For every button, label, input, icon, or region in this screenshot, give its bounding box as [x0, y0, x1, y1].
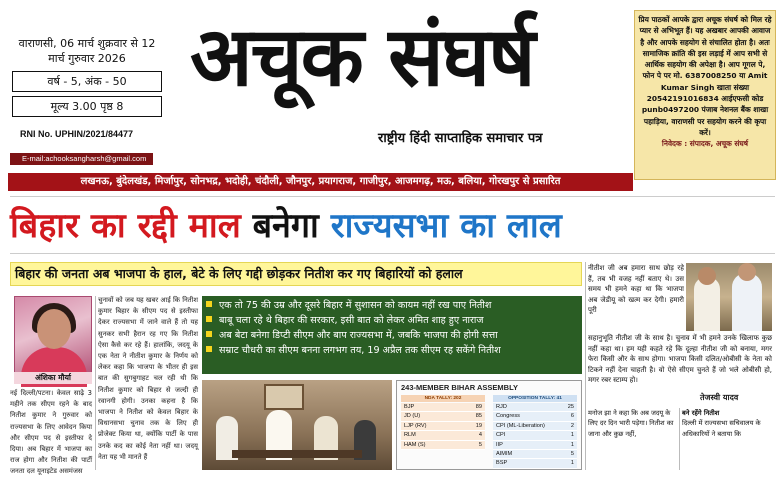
person-head	[698, 267, 716, 285]
highlight-item	[206, 313, 578, 328]
opposition-tally-label: OPPOSITION TALLY: 41	[493, 395, 577, 402]
nda-tally-list	[401, 403, 485, 450]
highlight-item	[206, 328, 578, 343]
tally-row	[401, 431, 485, 440]
highlight-item	[206, 298, 578, 313]
party-name: HAM (S)	[404, 441, 426, 448]
highlight-item	[206, 343, 578, 358]
table-shape	[232, 450, 362, 458]
tally-row	[493, 431, 577, 440]
party-seats: 2	[570, 422, 574, 429]
quote-text-body: सहानुभूति नीतीश जी के साथ है। चुनाव में भी हमने उनके खिलाफ कुछ नहीं कहा था। हम यही कहते रहे कि दूल्हा नीतीश जी को बनाया, मगर फेरा किसी और के साथ होगा। भाजपा किसी दलित/ओबीसी के नेता को टिकने नहीं देना चाहती है। वो ऐसे सीएम चुनते हैं जो भले ओबीसी हो, मगर रबर स्टाम्प हो।	[588, 334, 772, 385]
main-headline	[10, 196, 775, 254]
article-column-1: नई दिल्ली/पटना। केवल साढ़े 3 महीने तक सीएम रहने के बाद नितीश कुमार ने गुरुवार को राज्यसभा के लिए आवेदन किया और सीएम पद से इस्तीफा दे दिया। अब बिहार में भाजपा का राज होगा और नितीश की पार्टी जनता दल यूनाइटेड असमंजस	[10, 389, 92, 476]
tally-row	[401, 403, 485, 412]
highlight-text: सम्राट चौधरी का सीएम बनना लगभग तय, 19 अप्रैल तक सीएम रह सकेंगे नितीश	[219, 345, 501, 356]
headline-part-blue: राज्यसभा का लाल	[330, 206, 562, 246]
article-column-right-1: मनोज झा ने कहा कि अब जदयू के लिए दर दिन भारी पड़ेगा। नितीश का जाना और कुछ नहीं,	[588, 409, 674, 438]
assembly-tally-table	[396, 380, 582, 470]
person-head	[738, 263, 756, 281]
party-seats: 89	[475, 404, 482, 410]
tally-row	[401, 422, 485, 431]
headline-part-red: बिहार का रद्दी माल	[10, 206, 241, 246]
highlights-box	[202, 296, 582, 374]
column-divider	[679, 408, 680, 470]
highlight-text: एक तो 75 की उम्र और दूसरे बिहार में सुशासन को कायम नहीं रख पाए नितीश	[219, 300, 492, 311]
party-name: BJP	[404, 404, 415, 410]
party-seats: 85	[475, 413, 482, 420]
quote-text-top: नीतीश जी अब हमारा साथ छोड़ रहे हैं, तब भी वजह नहीं बताए थे। उस समय भी हमने कहा था कि भाजपा अब जेडीयू को खत्म कर देगी। हमारी पूरी	[588, 264, 684, 315]
party-seats: 4	[478, 432, 482, 439]
tally-row	[493, 450, 577, 459]
party-seats: 25	[567, 404, 574, 410]
donation-notice	[634, 10, 776, 180]
tally-row	[493, 403, 577, 412]
opposition-tally-list	[493, 403, 577, 469]
newspaper-title: अचूक संघर्ष	[190, 10, 534, 105]
column-heading: बने रहेंगे नितीश	[682, 409, 720, 417]
issue-date: वाराणसी, 06 मार्च शुक्रवार से 12 मार्च गुरुवार 2026	[18, 37, 156, 65]
column-divider	[95, 296, 96, 470]
region-bar: लखनऊ, बुंदेलखंड, मिर्जापुर, सोनभद्र, भदोही, चंदौली, जौनपुर, प्रयागराज, गाजीपुर, आजमगढ़, मऊ, बलिया, गोरखपुर से प्रसारित	[8, 173, 633, 191]
highlight-text: बाबू चला रहे थे बिहार की सरकार, इसी बात को लेकर अमित शाह हुए नाराज	[219, 315, 484, 326]
person-figure	[732, 273, 762, 331]
issue-number: वर्ष - 5, अंक - 50	[12, 71, 162, 92]
column-text: दिल्ली में राज्यसभा सचिवालय के अधिकारियों ने बताया कि	[682, 419, 761, 438]
rni-number: RNI No. UPHIN/2021/84477	[20, 129, 134, 139]
bullet-square-icon	[206, 331, 212, 337]
tally-row	[493, 441, 577, 450]
party-name: RLM	[404, 432, 416, 439]
tally-row	[493, 412, 577, 421]
party-name: RJD	[496, 404, 507, 410]
party-name: CPI	[496, 432, 506, 439]
leaders-photo	[686, 263, 772, 331]
party-seats: 1	[570, 432, 574, 439]
party-seats: 5	[478, 441, 482, 448]
tally-row	[401, 441, 485, 450]
wall-portrait	[264, 384, 304, 410]
party-name: Congress	[496, 413, 520, 420]
headline-part-black: बनेगा	[240, 206, 331, 246]
notice-signature: निवेदक : संपादक, अचूक संघर्ष	[661, 139, 749, 149]
party-seats: 1	[570, 460, 574, 467]
party-seats: 5	[570, 450, 574, 457]
tally-row	[401, 412, 485, 421]
author-name: अंशिका मौर्या	[14, 372, 92, 384]
party-seats: 19	[475, 422, 482, 429]
bullet-square-icon	[206, 301, 212, 307]
sub-headline: बिहार की जनता अब भाजपा के हाल, बेटे के लिए गद्दी छोड़कर नितीश कर गए बिहारियों को हलाल	[10, 262, 582, 286]
email-bar[interactable]: E-mail:achooksangharsh@gmail.com	[10, 153, 153, 165]
tally-row	[493, 459, 577, 468]
assembly-title: 243-MEMBER BIHAR ASSEMBLY	[401, 383, 518, 392]
party-name: AIMIM	[496, 450, 513, 457]
party-name: IIP	[496, 441, 503, 448]
highlight-text: अब बेटा बनेगा डिप्टी सीएम और बाप राज्यसभा में, जबकि भाजपा की होगी सत्ता	[219, 330, 498, 341]
bullet-square-icon	[206, 346, 212, 352]
article-column-right-2	[682, 408, 774, 470]
quote-author: तेजस्वी यादव	[700, 393, 739, 402]
notice-text: प्रिय पाठकों आपके द्वारा अचूक संघर्ष को मिल रहे प्यार से अभिभूत हैं। यह अखबार आपकी आवाज है और आपके सहयोग से संचालित होता है। अतः सामाजिक क्रांति की इस लड़ाई में आप सभी से आर्थिक सहयोग की अपेक्षा है। आप गूगल पे, फोन पे पर मो. 6387008250 या Amit Kumar Singh खाता संख्या 20542191016834 आईएफसी कोड punb0497200 पंजाब नेशनल बैंक शाखा पहाड़िया, वाराणसी पर सहयोग करने की कृपा करें।	[638, 15, 772, 137]
price-pages: मूल्य 3.00 पृष्ठ 8	[12, 96, 162, 117]
tally-row	[493, 422, 577, 431]
party-name: LJP (RV)	[404, 422, 427, 429]
newspaper-subtitle: राष्ट्रीय हिंदी साप्ताहिक समाचार पत्र	[378, 131, 543, 146]
party-seats: 6	[570, 413, 574, 420]
author-photo	[14, 296, 92, 374]
person-figure	[694, 277, 720, 331]
article-column-2: चुनावों को जब यह खबर आई कि नितीश कुमार बिहार के सीएम पद से इस्तीफा देकर राज्यसभा में जाने वाले हैं तो यह सुनकर सभी हैरान रह गए कि नितीश ऐसा कैसे कर रहे हैं। हालांकि, जदयू के एक नेता ने नीतीश कुमार के निर्णय को लेकर कहा कि भाजपा के भीतर ही इस बात की सुगबुगाहट चल रही थी कि नितीश कुमार को बिहार से जल्दी ही रवानगी होगी। उनका कहना है कि भाजपा ने नितीश को केवल बिहार के विधानसभा चुनाव तक के लिए ही प्रोजेक्ट किया था, क्योंकि पार्टी के पास उनके कद का कोई नेता नहीं था। जदयू नेता यह भी मानते हैं	[98, 296, 198, 461]
masthead-info	[12, 36, 162, 139]
meeting-photo	[202, 380, 392, 470]
bullet-square-icon	[206, 316, 212, 322]
party-name: CPI (ML-Liberation)	[496, 422, 545, 429]
party-name: BSP	[496, 460, 508, 467]
portrait-face	[37, 309, 71, 349]
column-divider	[585, 262, 586, 470]
party-name: JD (U)	[404, 413, 421, 420]
party-seats: 1	[570, 441, 574, 448]
nda-tally-label: NDA TALLY: 202	[401, 395, 485, 402]
